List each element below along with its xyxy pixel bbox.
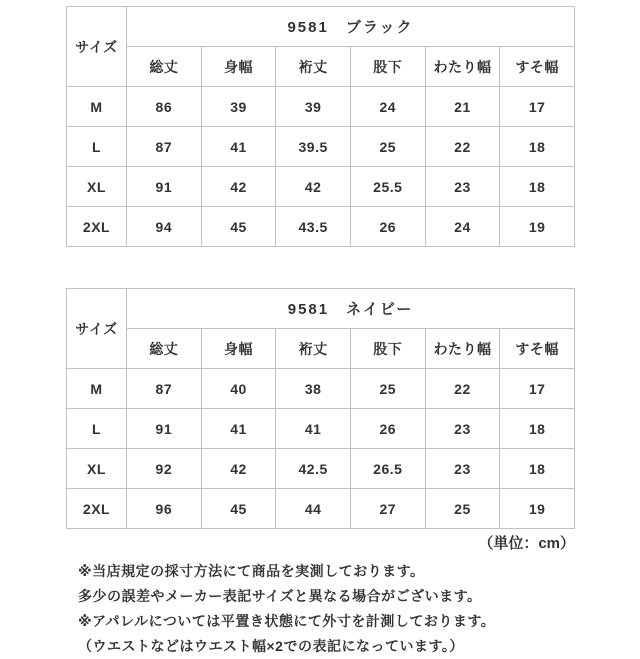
value-cell: 18 <box>500 167 575 207</box>
value-cell: 42 <box>201 449 276 489</box>
column-header: 裄丈 <box>276 47 351 87</box>
value-cell: 17 <box>500 369 575 409</box>
size-cell: 2XL <box>67 489 127 529</box>
size-cell: 2XL <box>67 207 127 247</box>
column-header: 総丈 <box>127 329 202 369</box>
value-cell: 24 <box>425 207 500 247</box>
table-row <box>67 167 575 207</box>
column-header: 股下 <box>350 47 425 87</box>
unit-label: （単位：cm） <box>478 535 575 552</box>
value-cell: 41 <box>276 409 351 449</box>
value-cell: 41 <box>201 409 276 449</box>
column-header: わたり幅 <box>425 329 500 369</box>
value-cell: 25 <box>425 489 500 529</box>
value-cell: 91 <box>127 409 202 449</box>
table-header-row <box>67 289 575 329</box>
table-title: 9581 ネイビー <box>127 289 575 329</box>
value-cell: 41 <box>201 127 276 167</box>
value-cell: 26 <box>350 207 425 247</box>
table-row <box>67 207 575 247</box>
value-cell: 87 <box>127 369 202 409</box>
column-header: すそ幅 <box>500 329 575 369</box>
size-corner-header: サイズ <box>67 7 127 87</box>
value-cell: 39 <box>276 87 351 127</box>
column-header-row <box>67 47 575 87</box>
column-header: 総丈 <box>127 47 202 87</box>
table-row <box>67 87 575 127</box>
size-cell: XL <box>67 167 127 207</box>
column-header: 裄丈 <box>276 329 351 369</box>
size-table-navy <box>66 288 575 529</box>
value-cell: 25.5 <box>350 167 425 207</box>
table-header-row <box>67 7 575 47</box>
footnote-line: ※アパレルについては平置き状態にて外寸を計測しております。 <box>78 613 496 629</box>
column-header: すそ幅 <box>500 47 575 87</box>
table-row <box>67 369 575 409</box>
value-cell: 26.5 <box>350 449 425 489</box>
value-cell: 42 <box>276 167 351 207</box>
value-cell: 23 <box>425 409 500 449</box>
value-cell: 91 <box>127 167 202 207</box>
value-cell: 38 <box>276 369 351 409</box>
column-header-row <box>67 329 575 369</box>
value-cell: 40 <box>201 369 276 409</box>
value-cell: 42.5 <box>276 449 351 489</box>
value-cell: 24 <box>350 87 425 127</box>
footnote-line: 多少の誤差やメーカー表記サイズと異なる場合がございます。 <box>78 588 482 604</box>
value-cell: 19 <box>500 489 575 529</box>
value-cell: 94 <box>127 207 202 247</box>
value-cell: 19 <box>500 207 575 247</box>
table-row <box>67 409 575 449</box>
table-row <box>67 127 575 167</box>
value-cell: 45 <box>201 489 276 529</box>
column-header: 身幅 <box>201 47 276 87</box>
value-cell: 22 <box>425 369 500 409</box>
value-cell: 21 <box>425 87 500 127</box>
footnotes <box>78 559 640 659</box>
value-cell: 96 <box>127 489 202 529</box>
column-header: 身幅 <box>201 329 276 369</box>
value-cell: 17 <box>500 87 575 127</box>
value-cell: 18 <box>500 409 575 449</box>
size-cell: L <box>67 409 127 449</box>
value-cell: 27 <box>350 489 425 529</box>
table-title: 9581 ブラック <box>127 7 575 47</box>
table-row <box>67 489 575 529</box>
value-cell: 92 <box>127 449 202 489</box>
size-cell: M <box>67 369 127 409</box>
value-cell: 42 <box>201 167 276 207</box>
value-cell: 23 <box>425 167 500 207</box>
value-cell: 87 <box>127 127 202 167</box>
value-cell: 39.5 <box>276 127 351 167</box>
value-cell: 39 <box>201 87 276 127</box>
value-cell: 26 <box>350 409 425 449</box>
size-cell: M <box>67 87 127 127</box>
size-corner-header: サイズ <box>67 289 127 369</box>
column-header: 股下 <box>350 329 425 369</box>
value-cell: 86 <box>127 87 202 127</box>
value-cell: 18 <box>500 127 575 167</box>
value-cell: 25 <box>350 369 425 409</box>
size-cell: L <box>67 127 127 167</box>
column-header: わたり幅 <box>425 47 500 87</box>
value-cell: 45 <box>201 207 276 247</box>
value-cell: 25 <box>350 127 425 167</box>
value-cell: 43.5 <box>276 207 351 247</box>
value-cell: 23 <box>425 449 500 489</box>
value-cell: 18 <box>500 449 575 489</box>
footnote-line: （ウエストなどはウエスト幅×2での表記になっています。） <box>78 638 464 654</box>
value-cell: 22 <box>425 127 500 167</box>
size-table-black <box>66 6 575 247</box>
footnote-line: ※当店規定の採寸方法にて商品を実測しております。 <box>78 563 425 579</box>
table-row <box>67 449 575 489</box>
value-cell: 44 <box>276 489 351 529</box>
size-cell: XL <box>67 449 127 489</box>
